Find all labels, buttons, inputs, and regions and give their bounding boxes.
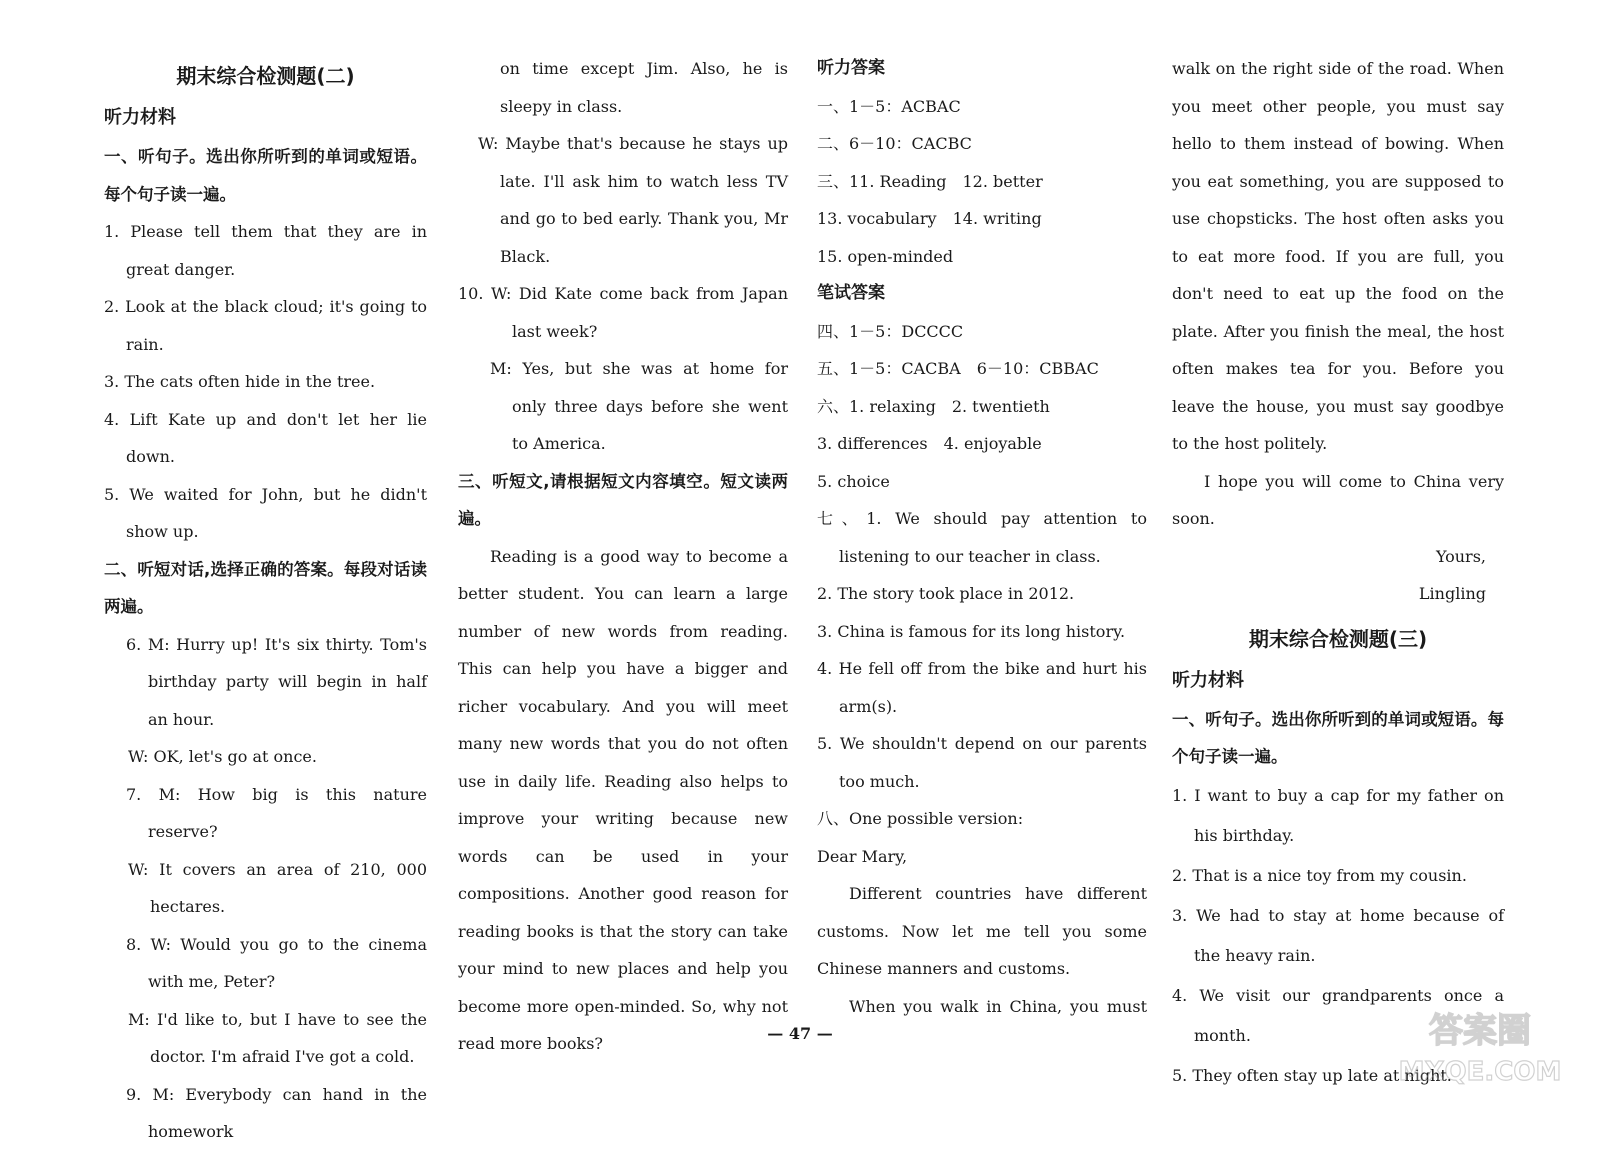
dialogue-line: 6. M: Hurry up! It's six thirty. Tom's birthday party will begin in half an hour. — [126, 634, 427, 729]
sentence-item: 1. Please tell them that they are in great danger. — [104, 222, 427, 279]
answer-line: 13. vocabulary 14. writing — [817, 209, 1042, 228]
dialogue-line: 7. M: How big is this nature reserve? — [126, 784, 427, 841]
sentence-item: 4. We visit our grandparents once a month. — [1172, 985, 1504, 1045]
answers-label: 听力答案 — [817, 58, 885, 78]
answer-line: 六、1. relaxing 2. twentieth — [817, 396, 1050, 416]
answer-line: 15. open-minded — [817, 246, 954, 266]
exam-title: 期末综合检测题(三) — [1248, 626, 1428, 651]
letter-paragraph: When you walk in China, you must — [849, 996, 1147, 1016]
answer-line: 5. We shouldn't depend on our parents too much. — [817, 734, 1147, 791]
dialogue-line: on time except Jim. Also, he is sleepy in class. — [500, 59, 788, 116]
dialogue-line: M: I'd like to, but I have to see the doctor. I'm afraid I've got a cold. — [128, 1009, 427, 1066]
watermark-logo — [1390, 1000, 1570, 1090]
dialogue-line: M: Yes, but she was at home for only three days before she went to America. — [490, 359, 788, 453]
dialogue-line: 9. M: Everybody can hand in the homework — [126, 1084, 427, 1141]
answer-line: 五、1－5：CACBA 6－10：CBBAC — [817, 359, 1099, 378]
section-label: 听力材料 — [104, 107, 176, 128]
answer-line: 一、1－5：ACBAC — [817, 96, 961, 116]
passage-text: Reading is a good way to become a better student. You can learn a large number of new words from reading. This can help you have a bigger and richer vocabulary. And you will meet many new words that you do not often use in daily life. Reading also helps to improve your writing because new words can be used in your compositions. Another good reason for reading books is that the story can take your mind to new places and help you become more open-minded. So, why not read more books? — [458, 546, 788, 1053]
sentence-item: 3. The cats often hide in the tree. — [104, 372, 376, 391]
sentence-item: 5. We waited for John, but he didn't show up. — [104, 484, 427, 541]
letter-paragraph: Different countries have different customs. Now let me tell you some Chinese manners and customs. — [817, 884, 1147, 978]
dialogue-line: W: OK, let's go at once. — [128, 747, 317, 766]
answer-line: 四、1－5：DCCCC — [817, 321, 964, 341]
column-1 — [104, 50, 427, 1151]
part-title: 一、听句子。选出你所听到的单词或短语。每个句子读一遍。 — [1172, 709, 1504, 766]
letter-paragraph: walk on the right side of the road. When you meet other people, you must say hello to them instead of bowing. When you eat something, you are supposed to use chopsticks. The host often asks you to eat more food. If you are full, you don't need to eat up the food on the plate. After you finish the meal, the host often makes tea for you. Before you leave the house, you must say goodbye to the host politely. — [1172, 59, 1504, 453]
watermark-text: 答案圈 — [1429, 1011, 1531, 1051]
letter-closing: Yours, — [1435, 546, 1486, 566]
letter-signature: Lingling — [1418, 584, 1486, 603]
sentence-item: 5. They often stay up late at night. — [1172, 1065, 1452, 1085]
sentence-item: 3. We had to stay at home because of the heavy rain. — [1172, 905, 1504, 965]
answer-line: 七、1. We should pay attention to listening to our teacher in class. — [817, 509, 1147, 566]
column-4 — [1172, 50, 1504, 1096]
section-label: 听力材料 — [1172, 669, 1244, 691]
answer-line: 4. He fell off from the bike and hurt his arm(s). — [817, 659, 1147, 716]
column-2 — [458, 50, 788, 1063]
dialogue-line: W: It covers an area of 210, 000 hectares. — [128, 859, 427, 916]
answer-line: 5. choice — [817, 471, 890, 491]
answer-line: 3. differences 4. enjoyable — [817, 434, 1042, 453]
column-3 — [817, 50, 1147, 1025]
part-title: 一、听句子。选出你所听到的单词或短语。每个句子读一遍。 — [104, 147, 427, 204]
dialogue-line: 8. W: Would you go to the cinema with me, Peter? — [126, 934, 427, 991]
sentence-item: 2. That is a nice toy from my cousin. — [1172, 865, 1467, 885]
sentence-item: 1. I want to buy a cap for my father on his birthday. — [1172, 785, 1504, 845]
part-title: 三、听短文,请根据短文内容填空。短文读两遍。 — [458, 471, 788, 528]
answer-line: 三、11. Reading 12. better — [817, 171, 1043, 191]
answer-line: 二、6－10：CACBC — [817, 134, 972, 153]
watermark-domain: MXQE.COM — [1398, 1057, 1562, 1087]
letter-paragraph: I hope you will come to China very soon. — [1172, 471, 1504, 528]
answer-line: 八、One possible version: — [817, 809, 1024, 828]
letter-salutation: Dear Mary, — [817, 846, 908, 866]
dialogue-line: 10. W: Did Kate come back from Japan last week? — [458, 284, 788, 341]
part-title: 二、听短对话,选择正确的答案。每段对话读两遍。 — [104, 559, 427, 616]
answer-line: 2. The story took place in 2012. — [817, 584, 1075, 603]
page-number: — 47 — — [767, 1024, 833, 1043]
sentence-item: 2. Look at the black cloud; it's going to rain. — [104, 297, 427, 354]
sentence-item: 4. Lift Kate up and don't let her lie down. — [104, 409, 427, 466]
dialogue-line: W: Maybe that's because he stays up late. I'll ask him to watch less TV and go to bed early. Thank you, Mr Black. — [478, 134, 788, 266]
answers-label: 笔试答案 — [817, 283, 885, 303]
exam-title: 期末综合检测题(二) — [176, 64, 355, 88]
answer-line: 3. China is famous for its long history. — [817, 621, 1126, 641]
